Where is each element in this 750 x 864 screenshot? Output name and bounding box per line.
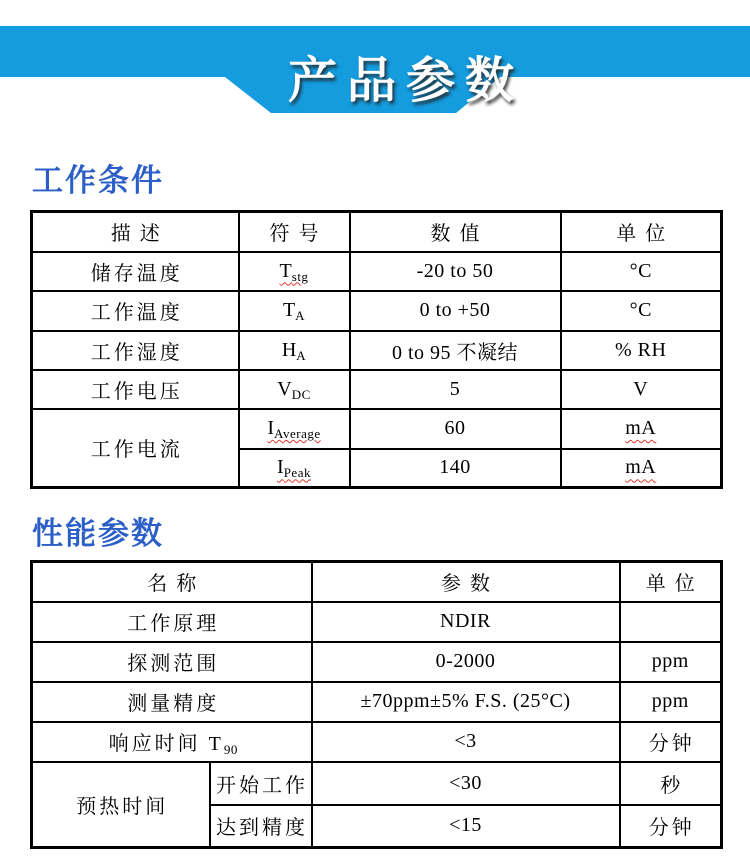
table-header-row [32,212,722,252]
cell-description: 工作温度 [32,291,239,331]
page-title: 产品参数 [287,54,524,108]
cell-description: 工作电压 [32,370,239,409]
table-row [32,722,722,762]
column-header-value: 数值 [350,212,561,252]
cell-unit: ppm [620,682,722,722]
cell-unit: 秒 [620,762,722,805]
column-header-parameter: 参数 [312,562,620,602]
cell-value: <15 [312,805,620,848]
cell-name: 工作原理 [32,602,312,642]
cell-name: 响应时间 $T_{90}$ [32,722,312,762]
cell-unit: °C [561,291,722,331]
cell-unit: ppm [620,642,722,682]
cell-symbol: $H_A$ [239,331,350,370]
cell-value: <30 [312,762,620,805]
section-title-performance-parameters: 性能参数 [32,516,164,551]
table-row [32,762,722,805]
cell-unit: °C [561,252,722,291]
cell-value: 0-2000 [312,642,620,682]
section-title-working-conditions: 工作条件 [32,163,164,198]
cell-unit: mA [561,409,722,449]
cell-unit: 分钟 [620,805,722,848]
cell-unit: 分钟 [620,722,722,762]
cell-value: -20 to 50 [350,252,561,291]
cell-symbol: $I_{Peak}$ [239,449,350,488]
cell-value: 0 to 95 不凝结 [350,331,561,370]
cell-unit: V [561,370,722,409]
table-row [32,409,722,449]
performance-parameters-table [30,560,723,849]
cell-description: 工作湿度 [32,331,239,370]
cell-unit [620,602,722,642]
cell-value: 60 [350,409,561,449]
cell-symbol: $I_{Average}$ [239,409,350,449]
table-row [32,370,722,409]
table-row [32,252,722,291]
cell-symbol: $T_A$ [239,291,350,331]
table-header-row [32,562,722,602]
cell-unit: mA [561,449,722,488]
table-row [32,602,722,642]
column-header-description: 描述 [32,212,239,252]
table-row [32,331,722,370]
cell-symbol: $T_{stg}$ [239,252,350,291]
cell-value: ±70ppm±5% F.S. (25°C) [312,682,620,722]
cell-unit: % RH [561,331,722,370]
working-conditions-table [30,210,723,489]
cell-value: <3 [312,722,620,762]
cell-value: 0 to +50 [350,291,561,331]
column-header-symbol: 符号 [239,212,350,252]
cell-symbol: $V_{DC}$ [239,370,350,409]
cell-value: 140 [350,449,561,488]
cell-subname: 开始工作 [210,762,312,805]
cell-name: 探测范围 [32,642,312,682]
table-row [32,682,722,722]
cell-description-merged: 工作电流 [32,409,239,488]
table-row [32,642,722,682]
cell-name-merged: 预热时间 [32,762,210,848]
table-row [32,291,722,331]
column-header-unit: 单位 [561,212,722,252]
cell-name: 测量精度 [32,682,312,722]
cell-subname: 达到精度 [210,805,312,848]
column-header-name: 名称 [32,562,312,602]
cell-value: 5 [350,370,561,409]
cell-description: 储存温度 [32,252,239,291]
cell-value: NDIR [312,602,620,642]
column-header-unit: 单位 [620,562,722,602]
